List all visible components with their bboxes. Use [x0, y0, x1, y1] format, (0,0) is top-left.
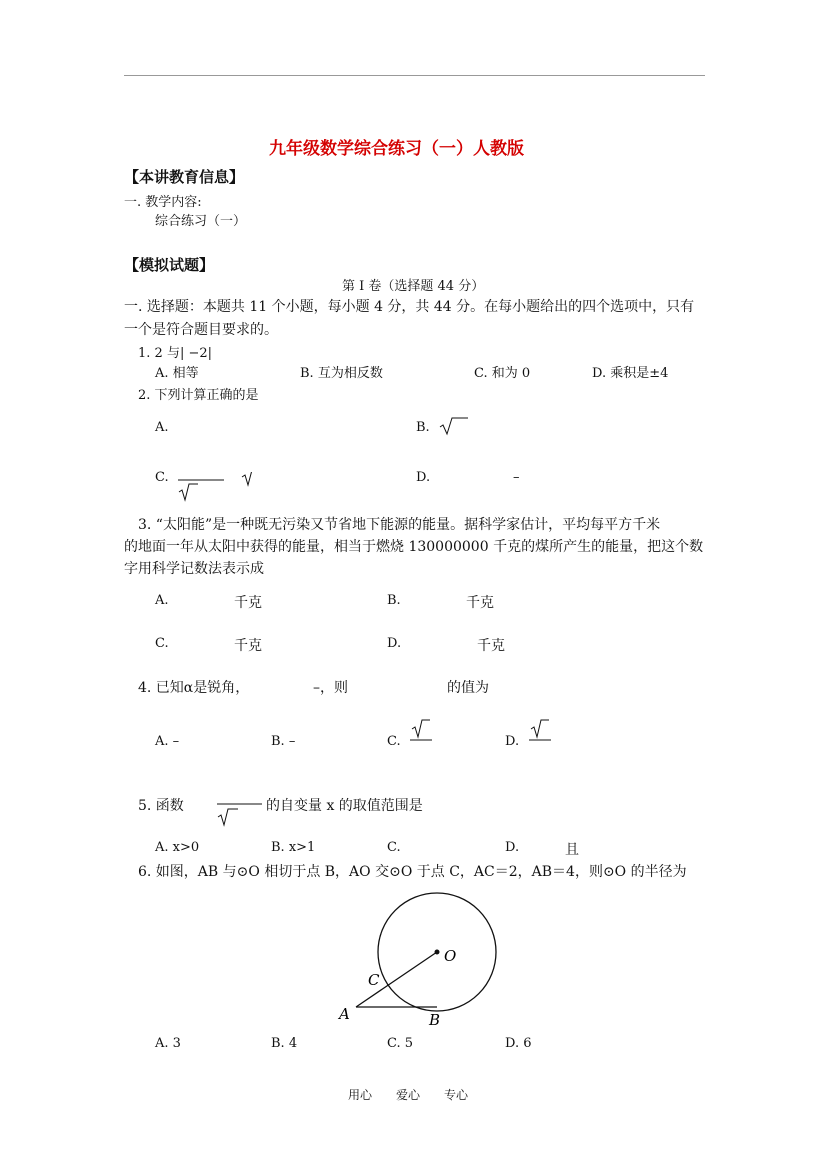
q2-c-fraction	[176, 472, 268, 502]
q1-option-b: B. 互为相反数	[300, 366, 383, 381]
q6-option-b: B. 4	[271, 1036, 298, 1051]
q1-option-d: D. 乘积是±4	[592, 366, 669, 381]
q3-line-2: 的地面一年从太阳中获得的能量，相当于燃烧 130000000 千克的煤所产生的能量，把这个数	[124, 539, 704, 555]
q3-unit-a: 千克	[234, 595, 262, 611]
q3-line-3: 字用科学记数法表示成	[124, 561, 264, 577]
q5-d-extra: 且	[565, 842, 579, 858]
q6-figure	[330, 885, 510, 1035]
q6-option-c: C. 5	[387, 1036, 414, 1051]
q5-option-d: D.	[505, 840, 520, 855]
volume-title: 第 I 卷（选择题 44 分）	[342, 279, 485, 294]
q3-option-d: D.	[387, 636, 402, 651]
q3-unit-b: 千克	[466, 595, 494, 611]
header-rule	[124, 75, 705, 76]
q1-stem: 1. 2 与| −2|	[138, 346, 212, 361]
q3-line-1: 3. “太阳能”是一种既无污染又节省地下能源的能量。据科学家估计，平均每平方千米	[138, 517, 661, 533]
center-point	[435, 950, 440, 955]
q4-option-a: A. –	[155, 734, 180, 749]
label-b: B	[429, 1011, 441, 1029]
q5-stem-b: 的自变量 x 的取值范围是	[266, 798, 423, 814]
sim-heading: 【模拟试题】	[124, 256, 215, 274]
content-label: 一. 教学内容:	[124, 195, 202, 210]
page-title: 九年级数学综合练习（一）人教版	[269, 139, 524, 159]
q5-option-b: B. x>1	[271, 840, 316, 855]
q2-option-c: C.	[155, 470, 169, 485]
q3-option-a: A.	[155, 593, 169, 608]
q4-stem-c: 的值为	[447, 680, 489, 696]
info-heading: 【本讲教育信息】	[124, 168, 245, 186]
q5-fraction	[214, 800, 266, 830]
label-c: C	[368, 971, 380, 989]
q3-unit-c: 千克	[234, 638, 262, 654]
q2-d-dash: –	[513, 470, 520, 485]
label-a: A	[339, 1005, 350, 1023]
q1-option-a: A. 相等	[155, 366, 199, 381]
q5-stem-a: 5. 函数	[138, 798, 184, 814]
q2-option-b: B.	[416, 420, 430, 435]
q5-option-c: C.	[387, 840, 401, 855]
q4-c-fraction	[408, 718, 436, 744]
q2-b-radical	[438, 416, 470, 436]
q4-d-fraction	[527, 718, 555, 744]
q4-stem-b: –，则	[313, 680, 348, 696]
label-o: O	[444, 947, 457, 965]
q4-option-b: B. –	[271, 734, 296, 749]
footer-text: 用心 爱心 专心	[348, 1088, 469, 1102]
q6-option-d: D. 6	[505, 1036, 532, 1051]
q1-option-c: C. 和为 0	[474, 366, 531, 381]
q3-option-b: B.	[387, 593, 401, 608]
q3-option-c: C.	[155, 636, 169, 651]
content-value: 综合练习（一）	[155, 214, 247, 229]
section-text-2: 一个是符合题目要求的。	[124, 322, 278, 338]
q5-option-a: A. x>0	[155, 840, 200, 855]
q2-stem: 2. 下列计算正确的是	[138, 388, 259, 403]
q6-stem: 6. 如图，AB 与⊙O 相切于点 B，AO 交⊙O 于点 C，AC＝2，AB＝4，则⊙O 的半径为	[138, 864, 687, 880]
q4-option-c: C.	[387, 734, 401, 749]
q2-option-a: A.	[155, 420, 169, 435]
q4-stem-a: 4. 已知α是锐角，	[138, 680, 250, 696]
q3-unit-d: 千克	[477, 638, 505, 654]
q4-option-d: D.	[505, 734, 520, 749]
section-text-1: 一. 选择题：本题共 11 个小题，每小题 4 分，共 44 分。在每小题给出的四个选项中，只有	[124, 299, 695, 315]
q6-option-a: A. 3	[155, 1036, 181, 1051]
q2-option-d: D.	[416, 470, 431, 485]
